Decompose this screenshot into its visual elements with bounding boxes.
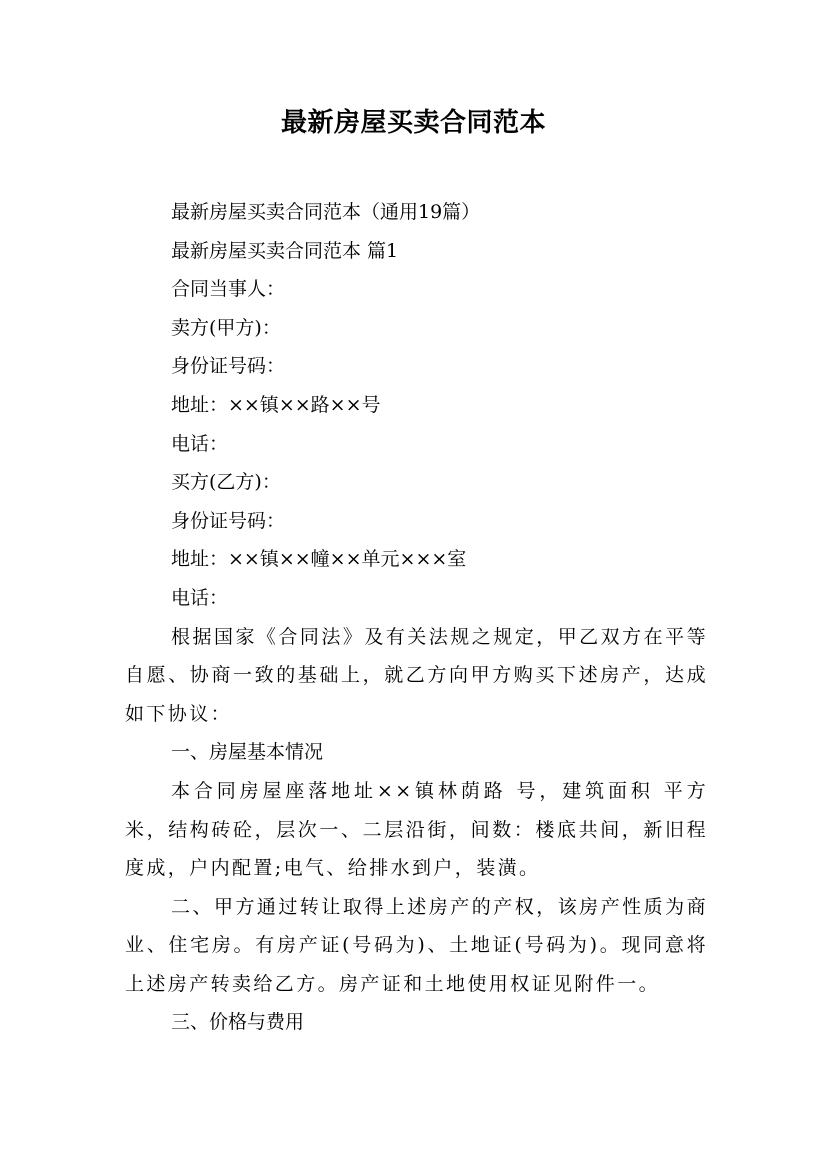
section-3-heading: 三、价格与费用 (171, 1011, 305, 1034)
intro-paragraph: 根据国家《合同法》及有关法规之规定，甲乙双方在平等自愿、协商一致的基础上，就乙方向甲方购买下述房产，达成如下协议： (125, 625, 708, 725)
buyer-label: 买方(乙方)： (171, 471, 281, 494)
section-1-paragraph: 本合同房屋座落地址××镇林荫路 号，建筑面积 平方米，结构砖砼，层次一、二层沿街，间数：楼底共间，新旧程度成，户内配置;电气、给排水到户，装潢。 (125, 779, 708, 880)
parties-label: 合同当事人： (171, 278, 286, 301)
seller-id-label: 身份证号码： (171, 355, 286, 378)
buyer-phone-label: 电话： (171, 586, 229, 609)
section-2-paragraph: 二、甲方通过转让取得上述房产的产权，该房产性质为商业、住宅房。有房产证(号码为)、土地证(号码为)。现同意将上述房产转卖给乙方。房产证和土地使用权证见附件一。 (125, 895, 708, 995)
seller-phone-label: 电话： (171, 432, 229, 455)
contract-heading: 最新房屋买卖合同范本 篇1 (171, 239, 399, 262)
document-body (125, 193, 708, 1042)
section-1-heading: 一、房屋基本情况 (171, 741, 324, 764)
seller-label: 卖方(甲方)： (171, 316, 281, 339)
buyer-address: 地址：××镇××幢××单元×××室 (171, 548, 467, 571)
seller-address: 地址：××镇××路××号 (171, 393, 381, 416)
document-subtitle: 最新房屋买卖合同范本（通用19篇） (171, 201, 481, 223)
document-title: 最新房屋买卖合同范本 (280, 108, 546, 138)
buyer-id-label: 身份证号码： (171, 509, 286, 532)
